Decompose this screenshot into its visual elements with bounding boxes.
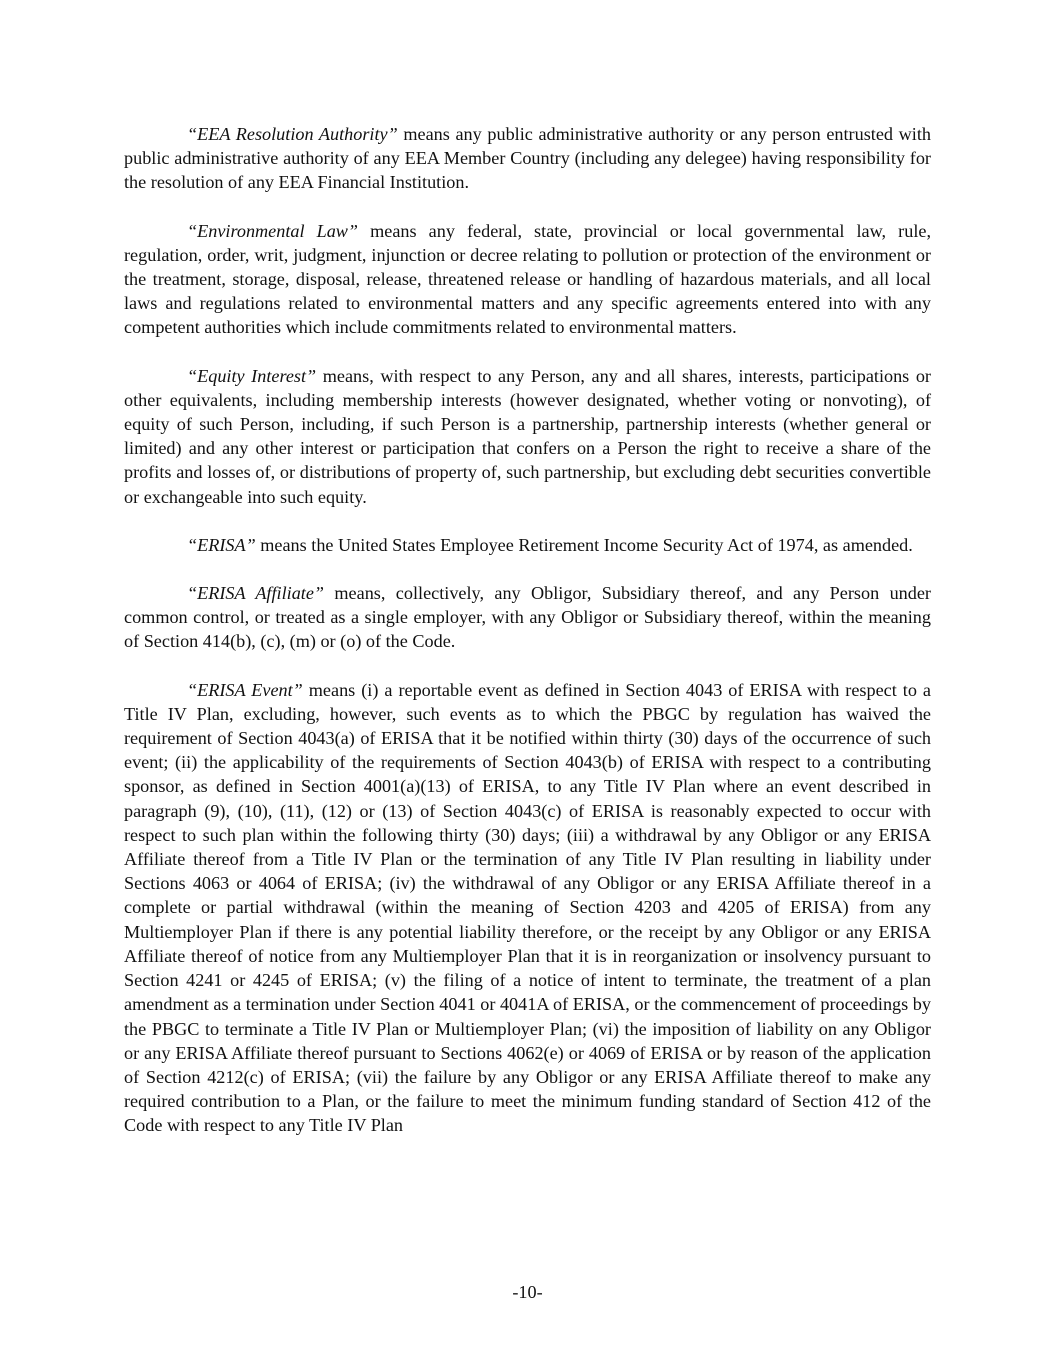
definition-text: means, with respect to any Person, any and all shares, interests, participations or other equivalents, including membership interests (however designated, whether voting or nonvoting), of equity of such Person, including, if such Person is a partnership, partnership interests (whether general or limited) and any other interest or participation that confers on a Person the right to receive a share of the profits and losses of, or distributions of property of, such partnership, but excluding debt securities convertible or exchangeable into such equity. [124, 365, 931, 507]
definition-equity-interest [124, 364, 931, 509]
definition-text: means the United States Employee Retirement Income Security Act of 1974, as amended. [255, 534, 913, 555]
definition-eea-resolution-authority [124, 122, 931, 195]
definition-erisa-event [124, 678, 931, 1138]
document-body [124, 122, 931, 1162]
defined-term: “ERISA Affiliate” [187, 583, 325, 604]
definition-environmental-law [124, 219, 931, 340]
definition-erisa-affiliate [124, 581, 931, 654]
definition-text: means any public administrative authority or any person entrusted with public administrative authority of any EEA Member Country (including any delegee) having responsibility for the resolution of any EEA Financial Institution. [124, 124, 931, 193]
defined-term: “EEA Resolution Authority” [187, 124, 398, 144]
definition-erisa [124, 533, 931, 557]
defined-term: “ERISA Event” [187, 679, 303, 700]
definition-text: means, collectively, any Obligor, Subsidiary thereof, and any Person under common control, or treated as a single employer, with any Obligor or Subsidiary thereof, within the meaning of Section 414(b), (c), (m) or (o) of the Code. [124, 583, 931, 652]
defined-term: “Environmental Law” [187, 220, 359, 241]
definition-text: means (i) a reportable event as defined in Section 4043 of ERISA with respect to a Title IV Plan, excluding, however, such events as to which the PBGC by regulation has waived the requirement of Section 4043(a) of ERISA that it be notified within thirty (30) days of the occurrence of such event; (ii) the applicability of the requirements of Section 4043(b) of ERISA with respect to a contributing sponsor, as defined in Section 4001(a)(13) of ERISA, to any Title IV Plan where an event described in paragraph (9), (10), (11), (12) or (13) of Section 4043(c) of ERISA is reasonably expected to occur with respect to such plan within the following thirty (30) days; (iii) a withdrawal by any Obligor or any ERISA Affiliate thereof from a Title IV Plan or the termination of any Title IV Plan resulting in liability under Sections 4063 or 4064 of ERISA; (iv) the withdrawal of any Obligor or any ERISA Affiliate thereof in a complete or partial withdrawal (within the meaning of Section 4203 and 4205 of ERISA) from any Multiemployer Plan if there is any potential liability therefore, or the receipt by any Obligor or any ERISA Affiliate thereof of notice from any Multiemployer Plan that it is in reorganization or insolvency pursuant to Section 4241 or 4245 of ERISA; (v) the filing of a notice of intent to terminate, the treatment of a plan amendment as a termination under Section 4041 or 4041A of ERISA, or the commencement of proceedings by the PBGC to terminate a Title IV Plan or Multiemployer Plan; (vi) the imposition of liability on any Obligor or any ERISA Affiliate thereof pursuant to Sections 4062(e) or 4069 of ERISA or by reason of the application of Section 4212(c) of ERISA; (vii) the failure by any Obligor or any ERISA Affiliate thereof to make any required contribution to a Plan, or the failure to meet the minimum funding standard of Section 412 of the Code with respect to any Title IV Plan [124, 679, 931, 1136]
page-number: -10- [512, 1282, 543, 1302]
defined-term: “ERISA” [187, 534, 256, 555]
defined-term: “Equity Interest” [187, 365, 317, 386]
definition-text: means any federal, state, provincial or local governmental law, rule, regulation, order, writ, judgment, injunction or decree relating to pollution or protection of the environment or the treatment, storage, disposal, release, threatened release or handling of hazardous materials, and all local laws and regulations related to environmental matters and any specific agreements entered into with any competent authorities which include commitments related to environmental matters. [124, 220, 931, 338]
